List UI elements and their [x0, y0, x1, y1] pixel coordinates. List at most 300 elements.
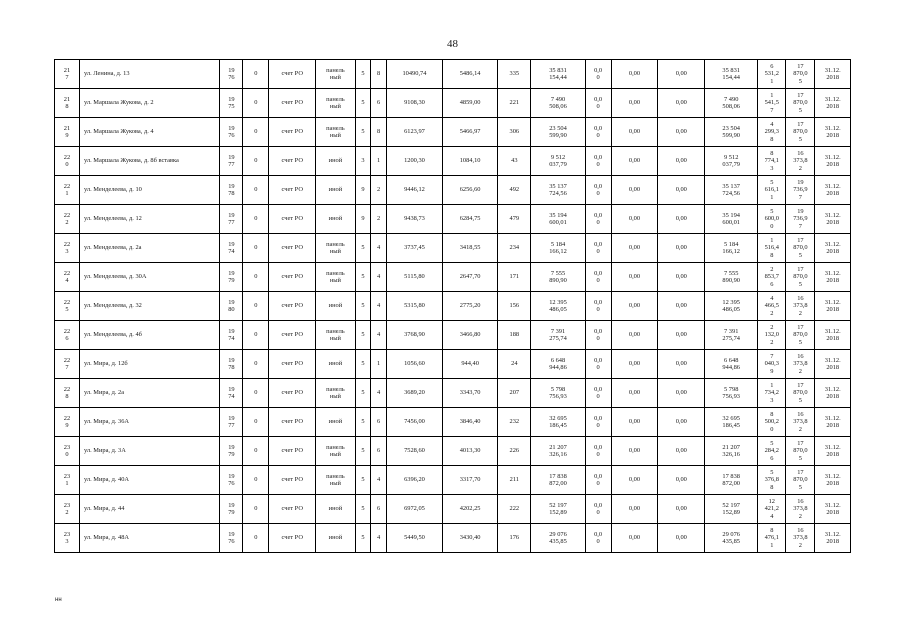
funding-method-cell: счет РО [269, 321, 316, 350]
total-cost-cell: 17 838 872,00 [531, 466, 585, 495]
unit-cost-cell: 5 284,2 6 [758, 437, 786, 466]
total-cost-cell: 35 831 154,44 [531, 60, 585, 89]
ro-funds-cell: 9 512 037,79 [705, 147, 758, 176]
year-built-cell: 19 74 [220, 379, 243, 408]
row-number-cell: 23 3 [55, 524, 80, 553]
unit-cost-cell: 1 734,2 3 [758, 379, 786, 408]
budget-cell: 0,00 [611, 466, 658, 495]
budget-cell: 0,00 [611, 89, 658, 118]
ro-funds-cell: 7 391 275,74 [705, 321, 758, 350]
funding-method-cell: счет РО [269, 147, 316, 176]
limit-cost-cell: 17 870,0 5 [786, 466, 815, 495]
entrances-cell: 6 [371, 408, 387, 437]
deadline-cell: 31.12. 2018 [815, 292, 851, 321]
deadline-cell: 31.12. 2018 [815, 205, 851, 234]
total-cost-cell: 6 648 944,86 [531, 350, 585, 379]
total-area-cell: 3737,45 [386, 234, 442, 263]
year-built-cell: 19 76 [220, 466, 243, 495]
fund-share-cell: 0,0 0 [585, 89, 611, 118]
floors-cell: 5 [355, 234, 371, 263]
total-area-cell: 3689,20 [386, 379, 442, 408]
other-funds-cell: 0,00 [658, 321, 705, 350]
total-cost-cell: 7 555 890,90 [531, 263, 585, 292]
ro-funds-cell: 12 395 486,05 [705, 292, 758, 321]
table-row [55, 321, 851, 350]
table-row [55, 176, 851, 205]
funding-method-cell: счет РО [269, 176, 316, 205]
total-area-cell: 10490,74 [386, 60, 442, 89]
funding-method-cell: счет РО [269, 234, 316, 263]
deadline-cell: 31.12. 2018 [815, 118, 851, 147]
limit-cost-cell: 19 736,9 7 [786, 205, 815, 234]
unit-cost-cell: 8 500,2 0 [758, 408, 786, 437]
residents-cell: 188 [498, 321, 531, 350]
zero-value-cell: 0 [243, 466, 269, 495]
ro-funds-cell: 6 648 944,86 [705, 350, 758, 379]
zero-value-cell: 0 [243, 350, 269, 379]
wall-material-cell: иной [316, 408, 356, 437]
fund-share-cell: 0,0 0 [585, 147, 611, 176]
fund-share-cell: 0,0 0 [585, 292, 611, 321]
table-row [55, 408, 851, 437]
entrances-cell: 8 [371, 118, 387, 147]
zero-value-cell: 0 [243, 408, 269, 437]
zero-value-cell: 0 [243, 263, 269, 292]
total-area-cell: 6396,20 [386, 466, 442, 495]
table-body [55, 60, 851, 553]
address-cell: ул. Менделеева, д. 10 [79, 176, 219, 205]
floors-cell: 5 [355, 524, 371, 553]
budget-cell: 0,00 [611, 60, 658, 89]
limit-cost-cell: 19 736,9 7 [786, 176, 815, 205]
fund-share-cell: 0,0 0 [585, 118, 611, 147]
floors-cell: 3 [355, 147, 371, 176]
unit-cost-cell: 5 616,1 1 [758, 176, 786, 205]
floors-cell: 5 [355, 437, 371, 466]
living-area-cell: 2647,70 [443, 263, 498, 292]
wall-material-cell: иной [316, 147, 356, 176]
address-cell: ул. Менделеева, д. 30А [79, 263, 219, 292]
table-row [55, 147, 851, 176]
row-number-cell: 23 1 [55, 466, 80, 495]
table-row [55, 437, 851, 466]
other-funds-cell: 0,00 [658, 524, 705, 553]
budget-cell: 0,00 [611, 205, 658, 234]
wall-material-cell: иной [316, 176, 356, 205]
address-cell: ул. Мира, д. 3А [79, 437, 219, 466]
wall-material-cell: панель ный [316, 379, 356, 408]
total-cost-cell: 35 194 600,01 [531, 205, 585, 234]
floors-cell: 9 [355, 205, 371, 234]
total-area-cell: 5315,80 [386, 292, 442, 321]
address-cell: ул. Менделеева, д. 12 [79, 205, 219, 234]
other-funds-cell: 0,00 [658, 60, 705, 89]
table-row [55, 263, 851, 292]
deadline-cell: 31.12. 2018 [815, 437, 851, 466]
funding-method-cell: счет РО [269, 263, 316, 292]
funding-method-cell: счет РО [269, 89, 316, 118]
residents-cell: 492 [498, 176, 531, 205]
year-built-cell: 19 76 [220, 524, 243, 553]
funding-method-cell: счет РО [269, 292, 316, 321]
total-area-cell: 5115,80 [386, 263, 442, 292]
zero-value-cell: 0 [243, 321, 269, 350]
entrances-cell: 8 [371, 60, 387, 89]
zero-value-cell: 0 [243, 524, 269, 553]
ro-funds-cell: 7 490 508,06 [705, 89, 758, 118]
wall-material-cell: панель ный [316, 89, 356, 118]
total-cost-cell: 7 490 508,06 [531, 89, 585, 118]
other-funds-cell: 0,00 [658, 466, 705, 495]
fund-share-cell: 0,0 0 [585, 466, 611, 495]
budget-cell: 0,00 [611, 234, 658, 263]
row-number-cell: 22 9 [55, 408, 80, 437]
limit-cost-cell: 17 870,0 5 [786, 234, 815, 263]
ro-funds-cell: 35 831 154,44 [705, 60, 758, 89]
wall-material-cell: панель ный [316, 466, 356, 495]
limit-cost-cell: 17 870,0 5 [786, 118, 815, 147]
budget-cell: 0,00 [611, 321, 658, 350]
living-area-cell: 3466,80 [443, 321, 498, 350]
floors-cell: 5 [355, 321, 371, 350]
row-number-cell: 22 6 [55, 321, 80, 350]
fund-share-cell: 0,0 0 [585, 321, 611, 350]
budget-cell: 0,00 [611, 379, 658, 408]
deadline-cell: 31.12. 2018 [815, 466, 851, 495]
row-number-cell: 22 0 [55, 147, 80, 176]
living-area-cell: 3418,55 [443, 234, 498, 263]
total-area-cell: 9438,73 [386, 205, 442, 234]
wall-material-cell: панель ный [316, 234, 356, 263]
address-cell: ул. Мира, д. 48А [79, 524, 219, 553]
floors-cell: 5 [355, 495, 371, 524]
budget-cell: 0,00 [611, 350, 658, 379]
zero-value-cell: 0 [243, 176, 269, 205]
address-cell: ул. Менделеева, д. 2а [79, 234, 219, 263]
address-cell: ул. Маршала Жукова, д. 8б вставка [79, 147, 219, 176]
page-number: 48 [447, 38, 458, 50]
fund-share-cell: 0,0 0 [585, 524, 611, 553]
ro-funds-cell: 5 798 756,93 [705, 379, 758, 408]
row-number-cell: 22 1 [55, 176, 80, 205]
ro-funds-cell: 52 197 152,89 [705, 495, 758, 524]
residents-cell: 306 [498, 118, 531, 147]
limit-cost-cell: 17 870,0 5 [786, 437, 815, 466]
unit-cost-cell: 1 516,4 8 [758, 234, 786, 263]
total-cost-cell: 21 207 326,16 [531, 437, 585, 466]
ro-funds-cell: 35 194 600,01 [705, 205, 758, 234]
entrances-cell: 4 [371, 321, 387, 350]
floors-cell: 5 [355, 379, 371, 408]
table-row [55, 118, 851, 147]
living-area-cell: 3846,40 [443, 408, 498, 437]
ro-funds-cell: 7 555 890,90 [705, 263, 758, 292]
year-built-cell: 19 79 [220, 263, 243, 292]
entrances-cell: 1 [371, 147, 387, 176]
living-area-cell: 5466,97 [443, 118, 498, 147]
table-row [55, 89, 851, 118]
living-area-cell: 4013,30 [443, 437, 498, 466]
unit-cost-cell: 5 376,8 8 [758, 466, 786, 495]
zero-value-cell: 0 [243, 60, 269, 89]
ro-funds-cell: 35 137 724,56 [705, 176, 758, 205]
total-area-cell: 1056,60 [386, 350, 442, 379]
row-number-cell: 23 0 [55, 437, 80, 466]
table-row [55, 379, 851, 408]
year-built-cell: 19 74 [220, 234, 243, 263]
funding-method-cell: счет РО [269, 495, 316, 524]
other-funds-cell: 0,00 [658, 118, 705, 147]
residents-cell: 234 [498, 234, 531, 263]
total-area-cell: 6123,97 [386, 118, 442, 147]
other-funds-cell: 0,00 [658, 147, 705, 176]
budget-cell: 0,00 [611, 292, 658, 321]
limit-cost-cell: 17 870,0 5 [786, 379, 815, 408]
row-number-cell: 21 8 [55, 89, 80, 118]
living-area-cell: 1084,10 [443, 147, 498, 176]
year-built-cell: 19 76 [220, 118, 243, 147]
row-number-cell: 22 5 [55, 292, 80, 321]
table-row [55, 350, 851, 379]
budget-cell: 0,00 [611, 263, 658, 292]
zero-value-cell: 0 [243, 495, 269, 524]
entrances-cell: 4 [371, 379, 387, 408]
total-area-cell: 3768,90 [386, 321, 442, 350]
entrances-cell: 1 [371, 350, 387, 379]
deadline-cell: 31.12. 2018 [815, 60, 851, 89]
floors-cell: 5 [355, 118, 371, 147]
limit-cost-cell: 17 870,0 5 [786, 89, 815, 118]
residents-cell: 211 [498, 466, 531, 495]
deadline-cell: 31.12. 2018 [815, 524, 851, 553]
limit-cost-cell: 16 373,8 2 [786, 495, 815, 524]
table-row [55, 292, 851, 321]
living-area-cell: 5486,14 [443, 60, 498, 89]
living-area-cell: 4202,25 [443, 495, 498, 524]
unit-cost-cell: 2 853,7 6 [758, 263, 786, 292]
other-funds-cell: 0,00 [658, 292, 705, 321]
wall-material-cell: панель ный [316, 60, 356, 89]
other-funds-cell: 0,00 [658, 408, 705, 437]
table-row [55, 466, 851, 495]
residents-cell: 221 [498, 89, 531, 118]
table-row [55, 234, 851, 263]
zero-value-cell: 0 [243, 118, 269, 147]
other-funds-cell: 0,00 [658, 234, 705, 263]
row-number-cell: 22 8 [55, 379, 80, 408]
table-row [55, 60, 851, 89]
residents-cell: 232 [498, 408, 531, 437]
residents-cell: 207 [498, 379, 531, 408]
other-funds-cell: 0,00 [658, 205, 705, 234]
entrances-cell: 4 [371, 524, 387, 553]
living-area-cell: 3430,40 [443, 524, 498, 553]
year-built-cell: 19 77 [220, 147, 243, 176]
total-cost-cell: 5 798 756,93 [531, 379, 585, 408]
deadline-cell: 31.12. 2018 [815, 234, 851, 263]
address-cell: ул. Маршала Жукова, д. 2 [79, 89, 219, 118]
floors-cell: 5 [355, 408, 371, 437]
living-area-cell: 4859,00 [443, 89, 498, 118]
living-area-cell: 6284,75 [443, 205, 498, 234]
year-built-cell: 19 77 [220, 408, 243, 437]
fund-share-cell: 0,0 0 [585, 60, 611, 89]
other-funds-cell: 0,00 [658, 495, 705, 524]
other-funds-cell: 0,00 [658, 176, 705, 205]
total-cost-cell: 52 197 152,89 [531, 495, 585, 524]
residents-cell: 43 [498, 147, 531, 176]
address-cell: ул. Мира, д. 36А [79, 408, 219, 437]
budget-cell: 0,00 [611, 437, 658, 466]
wall-material-cell: панель ный [316, 118, 356, 147]
zero-value-cell: 0 [243, 89, 269, 118]
fund-share-cell: 0,0 0 [585, 379, 611, 408]
entrances-cell: 4 [371, 234, 387, 263]
wall-material-cell: панель ный [316, 321, 356, 350]
address-cell: ул. Ленина, д. 13 [79, 60, 219, 89]
total-cost-cell: 23 504 599,90 [531, 118, 585, 147]
housing-table-container [54, 59, 851, 553]
year-built-cell: 19 76 [220, 60, 243, 89]
budget-cell: 0,00 [611, 524, 658, 553]
living-area-cell: 2775,20 [443, 292, 498, 321]
address-cell: ул. Менделеева, д. 32 [79, 292, 219, 321]
residents-cell: 171 [498, 263, 531, 292]
other-funds-cell: 0,00 [658, 350, 705, 379]
funding-method-cell: счет РО [269, 524, 316, 553]
ro-funds-cell: 17 838 872,00 [705, 466, 758, 495]
table-row [55, 495, 851, 524]
year-built-cell: 19 77 [220, 205, 243, 234]
row-number-cell: 22 2 [55, 205, 80, 234]
budget-cell: 0,00 [611, 176, 658, 205]
total-cost-cell: 7 391 275,74 [531, 321, 585, 350]
fund-share-cell: 0,0 0 [585, 408, 611, 437]
unit-cost-cell: 8 476,1 1 [758, 524, 786, 553]
funding-method-cell: счет РО [269, 379, 316, 408]
address-cell: ул. Мира, д. 12б [79, 350, 219, 379]
row-number-cell: 21 9 [55, 118, 80, 147]
entrances-cell: 2 [371, 205, 387, 234]
entrances-cell: 4 [371, 292, 387, 321]
entrances-cell: 6 [371, 437, 387, 466]
total-cost-cell: 29 076 435,85 [531, 524, 585, 553]
fund-share-cell: 0,0 0 [585, 176, 611, 205]
deadline-cell: 31.12. 2018 [815, 263, 851, 292]
entrances-cell: 4 [371, 263, 387, 292]
floors-cell: 5 [355, 89, 371, 118]
year-built-cell: 19 79 [220, 495, 243, 524]
row-number-cell: 22 7 [55, 350, 80, 379]
total-area-cell: 7456,00 [386, 408, 442, 437]
other-funds-cell: 0,00 [658, 379, 705, 408]
unit-cost-cell: 7 040,3 9 [758, 350, 786, 379]
living-area-cell: 3343,70 [443, 379, 498, 408]
address-cell: ул. Мира, д. 44 [79, 495, 219, 524]
funding-method-cell: счет РО [269, 350, 316, 379]
total-area-cell: 7528,60 [386, 437, 442, 466]
deadline-cell: 31.12. 2018 [815, 408, 851, 437]
row-number-cell: 22 3 [55, 234, 80, 263]
unit-cost-cell: 5 600,0 0 [758, 205, 786, 234]
other-funds-cell: 0,00 [658, 437, 705, 466]
funding-method-cell: счет РО [269, 205, 316, 234]
fund-share-cell: 0,0 0 [585, 437, 611, 466]
residents-cell: 226 [498, 437, 531, 466]
living-area-cell: 6256,60 [443, 176, 498, 205]
unit-cost-cell: 2 132,0 2 [758, 321, 786, 350]
deadline-cell: 31.12. 2018 [815, 379, 851, 408]
funding-method-cell: счет РО [269, 60, 316, 89]
deadline-cell: 31.12. 2018 [815, 321, 851, 350]
address-cell: ул. Мира, д. 2а [79, 379, 219, 408]
fund-share-cell: 0,0 0 [585, 350, 611, 379]
zero-value-cell: 0 [243, 292, 269, 321]
total-area-cell: 6972,05 [386, 495, 442, 524]
unit-cost-cell: 1 541,5 7 [758, 89, 786, 118]
unit-cost-cell: 4 466,5 2 [758, 292, 786, 321]
entrances-cell: 6 [371, 89, 387, 118]
budget-cell: 0,00 [611, 147, 658, 176]
year-built-cell: 19 75 [220, 89, 243, 118]
residents-cell: 222 [498, 495, 531, 524]
residents-cell: 335 [498, 60, 531, 89]
wall-material-cell: иной [316, 205, 356, 234]
funding-method-cell: счет РО [269, 118, 316, 147]
ro-funds-cell: 23 504 599,90 [705, 118, 758, 147]
year-built-cell: 19 78 [220, 176, 243, 205]
floors-cell: 9 [355, 176, 371, 205]
deadline-cell: 31.12. 2018 [815, 350, 851, 379]
wall-material-cell: панель ный [316, 263, 356, 292]
address-cell: ул. Менделеева, д. 4б [79, 321, 219, 350]
row-number-cell: 23 2 [55, 495, 80, 524]
total-cost-cell: 12 395 486,05 [531, 292, 585, 321]
row-number-cell: 21 7 [55, 60, 80, 89]
year-built-cell: 19 79 [220, 437, 243, 466]
limit-cost-cell: 16 373,8 2 [786, 524, 815, 553]
limit-cost-cell: 17 870,0 5 [786, 321, 815, 350]
ro-funds-cell: 32 695 186,45 [705, 408, 758, 437]
wall-material-cell: панель ный [316, 437, 356, 466]
floors-cell: 5 [355, 60, 371, 89]
budget-cell: 0,00 [611, 408, 658, 437]
row-number-cell: 22 4 [55, 263, 80, 292]
zero-value-cell: 0 [243, 234, 269, 263]
wall-material-cell: иной [316, 350, 356, 379]
total-cost-cell: 35 137 724,56 [531, 176, 585, 205]
entrances-cell: 4 [371, 466, 387, 495]
fund-share-cell: 0,0 0 [585, 205, 611, 234]
other-funds-cell: 0,00 [658, 89, 705, 118]
zero-value-cell: 0 [243, 147, 269, 176]
floors-cell: 5 [355, 466, 371, 495]
limit-cost-cell: 17 870,0 5 [786, 60, 815, 89]
year-built-cell: 19 74 [220, 321, 243, 350]
zero-value-cell: 0 [243, 437, 269, 466]
zero-value-cell: 0 [243, 205, 269, 234]
budget-cell: 0,00 [611, 495, 658, 524]
wall-material-cell: иной [316, 292, 356, 321]
total-cost-cell: 32 695 186,45 [531, 408, 585, 437]
limit-cost-cell: 16 373,8 2 [786, 147, 815, 176]
total-area-cell: 5449,50 [386, 524, 442, 553]
total-area-cell: 1200,30 [386, 147, 442, 176]
total-cost-cell: 9 512 037,79 [531, 147, 585, 176]
limit-cost-cell: 16 373,8 2 [786, 292, 815, 321]
funding-method-cell: счет РО [269, 466, 316, 495]
table-row [55, 205, 851, 234]
